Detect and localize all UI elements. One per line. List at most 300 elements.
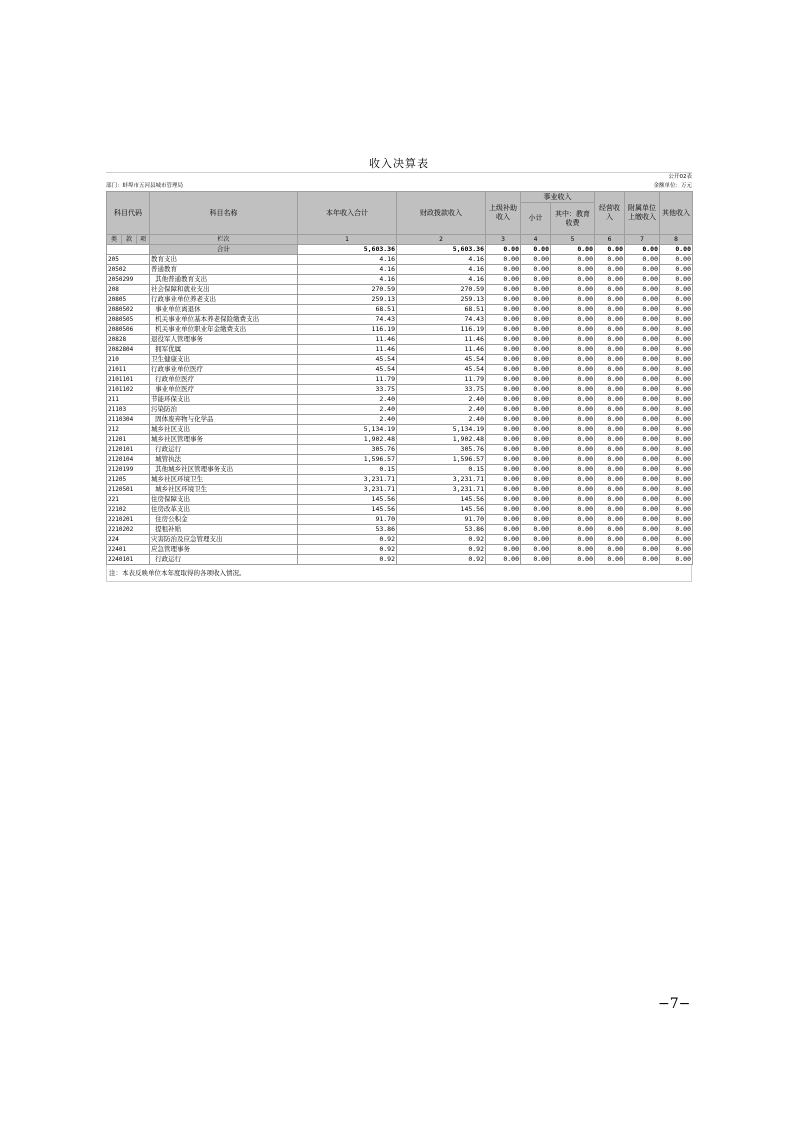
table-row bbox=[107, 455, 693, 465]
row-value: 0.00 bbox=[551, 265, 595, 275]
row-value: 0.00 bbox=[660, 415, 693, 425]
row-value: 0.00 bbox=[595, 515, 625, 525]
row-value: 2.40 bbox=[298, 395, 397, 405]
row-value: 0.00 bbox=[486, 355, 521, 365]
row-code: 22401 bbox=[107, 545, 150, 555]
row-name: 城乡社区管理事务 bbox=[150, 435, 298, 445]
table-row bbox=[107, 265, 693, 275]
col-number: 7 bbox=[625, 235, 660, 245]
row-code: 2080505 bbox=[107, 315, 150, 325]
row-name: 其他城乡社区管理事务支出 bbox=[150, 465, 298, 475]
row-value: 0.00 bbox=[486, 505, 521, 515]
row-value: 0.00 bbox=[551, 485, 595, 495]
row-value: 1,902.48 bbox=[298, 435, 397, 445]
row-code: 2050299 bbox=[107, 275, 150, 285]
table-row bbox=[107, 415, 693, 425]
row-code: 210 bbox=[107, 355, 150, 365]
row-value: 0.00 bbox=[521, 255, 551, 265]
row-value: 0.00 bbox=[625, 435, 660, 445]
row-value: 0.00 bbox=[595, 375, 625, 385]
row-value: 0.00 bbox=[625, 285, 660, 295]
row-value: 0.00 bbox=[521, 285, 551, 295]
row-value: 0.00 bbox=[551, 525, 595, 535]
row-value: 4.16 bbox=[298, 275, 397, 285]
row-value: 0.00 bbox=[521, 295, 551, 305]
row-value: 0.00 bbox=[486, 545, 521, 555]
row-value: 0.00 bbox=[595, 525, 625, 535]
row-value: 0.00 bbox=[625, 265, 660, 275]
col-number: 8 bbox=[660, 235, 693, 245]
row-value: 0.00 bbox=[521, 355, 551, 365]
row-value: 0.00 bbox=[551, 315, 595, 325]
col-number: 4 bbox=[521, 235, 551, 245]
row-value: 0.00 bbox=[551, 275, 595, 285]
row-value: 2.40 bbox=[397, 395, 486, 405]
row-name: 行政单位医疗 bbox=[150, 375, 298, 385]
row-name: 城乡社区环境卫生 bbox=[150, 475, 298, 485]
row-value: 0.00 bbox=[486, 385, 521, 395]
row-code: 2080502 bbox=[107, 305, 150, 315]
row-value: 0.00 bbox=[660, 555, 693, 565]
table-row bbox=[107, 385, 693, 395]
row-name: 住房改革支出 bbox=[150, 505, 298, 515]
row-value: 0.00 bbox=[660, 325, 693, 335]
row-value: 0.00 bbox=[551, 555, 595, 565]
row-value: 0.00 bbox=[521, 365, 551, 375]
page-title: 收入决算表 bbox=[106, 156, 692, 173]
row-value: 0.00 bbox=[486, 395, 521, 405]
row-value: 0.00 bbox=[521, 495, 551, 505]
row-value: 145.56 bbox=[397, 495, 486, 505]
page-number: −7− bbox=[658, 996, 691, 1012]
total-value: 0.00 bbox=[660, 245, 693, 255]
row-value: 0.00 bbox=[625, 345, 660, 355]
kuan-header: 款 bbox=[122, 235, 137, 245]
row-name: 社会保障和就业支出 bbox=[150, 285, 298, 295]
row-value: 0.00 bbox=[660, 445, 693, 455]
row-value: 0.00 bbox=[521, 395, 551, 405]
table-row bbox=[107, 545, 693, 555]
lei-header: 类 bbox=[107, 235, 122, 245]
row-value: 0.00 bbox=[660, 495, 693, 505]
row-value: 0.00 bbox=[625, 535, 660, 545]
col-number: 1 bbox=[298, 235, 397, 245]
row-value: 0.00 bbox=[521, 475, 551, 485]
row-value: 0.00 bbox=[486, 485, 521, 495]
row-value: 0.00 bbox=[595, 425, 625, 435]
row-value: 0.00 bbox=[595, 495, 625, 505]
row-value: 0.00 bbox=[660, 505, 693, 515]
row-value: 0.00 bbox=[660, 305, 693, 315]
row-value: 0.00 bbox=[625, 365, 660, 375]
row-value: 0.00 bbox=[551, 535, 595, 545]
row-value: 0.00 bbox=[486, 255, 521, 265]
table-row bbox=[107, 515, 693, 525]
row-value: 0.00 bbox=[551, 385, 595, 395]
row-value: 0.00 bbox=[625, 325, 660, 335]
row-name: 固体废弃物与化学品 bbox=[150, 415, 298, 425]
row-value: 68.51 bbox=[298, 305, 397, 315]
superior-subsidy-header: 上级补助收入 bbox=[486, 192, 521, 235]
row-value: 0.00 bbox=[486, 305, 521, 315]
row-name: 应急管理事务 bbox=[150, 545, 298, 555]
row-value: 0.00 bbox=[625, 295, 660, 305]
row-value: 45.54 bbox=[298, 365, 397, 375]
row-value: 0.00 bbox=[625, 465, 660, 475]
business-income-header: 事业收入 bbox=[521, 192, 595, 203]
row-name: 住房保障支出 bbox=[150, 495, 298, 505]
table-row bbox=[107, 285, 693, 295]
row-name: 普通教育 bbox=[150, 265, 298, 275]
row-value: 91.70 bbox=[298, 515, 397, 525]
table-row bbox=[107, 335, 693, 345]
row-value: 4.16 bbox=[298, 265, 397, 275]
row-value: 0.00 bbox=[595, 365, 625, 375]
row-value: 0.00 bbox=[551, 505, 595, 515]
row-value: 0.00 bbox=[521, 385, 551, 395]
table-row bbox=[107, 485, 693, 495]
row-value: 0.00 bbox=[625, 455, 660, 465]
row-value: 0.00 bbox=[551, 545, 595, 555]
row-value: 0.00 bbox=[595, 315, 625, 325]
row-value: 0.00 bbox=[486, 345, 521, 355]
row-value: 0.00 bbox=[595, 475, 625, 485]
row-code: 2080506 bbox=[107, 325, 150, 335]
row-value: 305.76 bbox=[298, 445, 397, 455]
row-value: 74.43 bbox=[298, 315, 397, 325]
row-value: 0.00 bbox=[595, 265, 625, 275]
row-code: 224 bbox=[107, 535, 150, 545]
row-value: 0.00 bbox=[595, 415, 625, 425]
row-value: 0.00 bbox=[595, 345, 625, 355]
row-value: 145.56 bbox=[298, 495, 397, 505]
row-value: 45.54 bbox=[298, 355, 397, 365]
row-value: 0.00 bbox=[521, 525, 551, 535]
row-value: 0.00 bbox=[486, 435, 521, 445]
table-row bbox=[107, 325, 693, 335]
col-number: 5 bbox=[551, 235, 595, 245]
total-value: 0.00 bbox=[486, 245, 521, 255]
row-value: 4.16 bbox=[397, 255, 486, 265]
row-code: 2240101 bbox=[107, 555, 150, 565]
row-value: 0.00 bbox=[625, 495, 660, 505]
row-code: 20805 bbox=[107, 295, 150, 305]
row-value: 0.00 bbox=[521, 535, 551, 545]
row-value: 0.00 bbox=[625, 315, 660, 325]
row-value: 0.00 bbox=[486, 315, 521, 325]
row-name: 节能环保支出 bbox=[150, 395, 298, 405]
row-value: 0.00 bbox=[660, 255, 693, 265]
table-row bbox=[107, 405, 693, 415]
row-value: 0.00 bbox=[486, 295, 521, 305]
income-table bbox=[106, 191, 693, 565]
row-value: 0.00 bbox=[595, 555, 625, 565]
row-value: 0.00 bbox=[595, 285, 625, 295]
row-value: 0.00 bbox=[486, 415, 521, 425]
row-value: 145.56 bbox=[397, 505, 486, 515]
row-value: 0.92 bbox=[397, 555, 486, 565]
row-value: 1,902.48 bbox=[397, 435, 486, 445]
row-name: 行政事业单位医疗 bbox=[150, 365, 298, 375]
row-value: 0.00 bbox=[660, 315, 693, 325]
row-code: 2120199 bbox=[107, 465, 150, 475]
row-value: 2.40 bbox=[298, 405, 397, 415]
row-value: 53.86 bbox=[298, 525, 397, 535]
table-row bbox=[107, 295, 693, 305]
subject-code-header: 科目代码 bbox=[107, 192, 150, 235]
operating-income-header: 经营收入 bbox=[595, 192, 625, 235]
row-value: 0.00 bbox=[660, 425, 693, 435]
row-value: 145.56 bbox=[298, 505, 397, 515]
row-value: 0.00 bbox=[486, 515, 521, 525]
xiang-header: 项 bbox=[137, 235, 150, 245]
row-value: 0.00 bbox=[660, 275, 693, 285]
row-name: 污染防治 bbox=[150, 405, 298, 415]
row-value: 0.00 bbox=[625, 515, 660, 525]
row-value: 0.00 bbox=[595, 255, 625, 265]
row-value: 0.00 bbox=[551, 345, 595, 355]
row-code: 2101102 bbox=[107, 385, 150, 395]
row-value: 0.00 bbox=[595, 275, 625, 285]
row-value: 2.40 bbox=[298, 415, 397, 425]
row-value: 0.00 bbox=[551, 495, 595, 505]
row-value: 33.75 bbox=[298, 385, 397, 395]
row-code: 2120101 bbox=[107, 445, 150, 455]
row-value: 116.19 bbox=[298, 325, 397, 335]
table-row bbox=[107, 505, 693, 515]
row-value: 0.00 bbox=[625, 355, 660, 365]
row-value: 0.00 bbox=[625, 275, 660, 285]
row-value: 0.92 bbox=[397, 535, 486, 545]
row-value: 0.00 bbox=[486, 535, 521, 545]
row-value: 116.19 bbox=[397, 325, 486, 335]
row-value: 91.70 bbox=[397, 515, 486, 525]
row-value: 0.92 bbox=[298, 535, 397, 545]
total-label: 合计 bbox=[150, 245, 298, 255]
row-value: 4.16 bbox=[397, 275, 486, 285]
row-value: 0.00 bbox=[660, 475, 693, 485]
row-value: 259.13 bbox=[298, 295, 397, 305]
form-number-row bbox=[106, 173, 692, 182]
row-code: 21201 bbox=[107, 435, 150, 445]
row-value: 4.16 bbox=[397, 265, 486, 275]
row-value: 0.00 bbox=[486, 445, 521, 455]
row-value: 11.46 bbox=[298, 335, 397, 345]
row-value: 0.00 bbox=[551, 405, 595, 415]
row-name: 拥军优属 bbox=[150, 345, 298, 355]
row-code: 208 bbox=[107, 285, 150, 295]
row-value: 0.00 bbox=[521, 265, 551, 275]
row-value: 11.79 bbox=[397, 375, 486, 385]
row-value: 0.00 bbox=[521, 425, 551, 435]
row-code: 2082804 bbox=[107, 345, 150, 355]
row-value: 0.00 bbox=[660, 335, 693, 345]
row-value: 0.00 bbox=[625, 335, 660, 345]
row-value: 0.00 bbox=[521, 505, 551, 515]
row-name: 灾害防治及应急管理支出 bbox=[150, 535, 298, 545]
row-value: 0.00 bbox=[660, 285, 693, 295]
unit-label: 金额单位：万元 bbox=[653, 183, 692, 189]
row-value: 0.00 bbox=[486, 405, 521, 415]
row-value: 0.00 bbox=[521, 275, 551, 285]
row-name: 行政事业单位养老支出 bbox=[150, 295, 298, 305]
row-name: 城乡社区环境卫生 bbox=[150, 485, 298, 495]
row-value: 0.00 bbox=[625, 425, 660, 435]
row-value: 0.00 bbox=[521, 335, 551, 345]
total-value: 0.00 bbox=[625, 245, 660, 255]
row-value: 0.00 bbox=[521, 445, 551, 455]
row-value: 0.00 bbox=[551, 325, 595, 335]
row-name: 机关事业单位职业年金缴费支出 bbox=[150, 325, 298, 335]
row-value: 0.00 bbox=[660, 385, 693, 395]
row-code: 21011 bbox=[107, 365, 150, 375]
row-value: 0.00 bbox=[521, 515, 551, 525]
row-value: 0.00 bbox=[486, 285, 521, 295]
row-value: 11.46 bbox=[298, 345, 397, 355]
row-name: 行政运行 bbox=[150, 555, 298, 565]
row-value: 0.15 bbox=[298, 465, 397, 475]
other-income-header: 其他收入 bbox=[660, 192, 693, 235]
row-value: 0.00 bbox=[486, 495, 521, 505]
row-value: 3,231.71 bbox=[298, 475, 397, 485]
row-value: 68.51 bbox=[397, 305, 486, 315]
table-row bbox=[107, 495, 693, 505]
row-code: 2101101 bbox=[107, 375, 150, 385]
table-row bbox=[107, 475, 693, 485]
row-value: 0.00 bbox=[521, 315, 551, 325]
row-value: 0.00 bbox=[521, 455, 551, 465]
row-value: 0.00 bbox=[660, 265, 693, 275]
row-value: 1,596.57 bbox=[298, 455, 397, 465]
row-value: 2.40 bbox=[397, 415, 486, 425]
row-value: 0.00 bbox=[595, 505, 625, 515]
table-row bbox=[107, 305, 693, 315]
row-code: 212 bbox=[107, 425, 150, 435]
row-value: 0.00 bbox=[595, 485, 625, 495]
row-value: 0.92 bbox=[397, 545, 486, 555]
row-value: 11.79 bbox=[298, 375, 397, 385]
form-number: 公开02表 bbox=[668, 174, 692, 180]
row-code: 20828 bbox=[107, 335, 150, 345]
table-row bbox=[107, 345, 693, 355]
row-value: 0.00 bbox=[551, 475, 595, 485]
row-name: 行政运行 bbox=[150, 445, 298, 455]
row-value: 0.00 bbox=[595, 535, 625, 545]
table-row bbox=[107, 315, 693, 325]
row-value: 0.00 bbox=[660, 345, 693, 355]
row-value: 0.00 bbox=[660, 455, 693, 465]
row-value: 0.00 bbox=[551, 395, 595, 405]
row-value: 3,231.71 bbox=[397, 485, 486, 495]
row-value: 0.00 bbox=[551, 415, 595, 425]
row-name: 城管执法 bbox=[150, 455, 298, 465]
row-name: 退役军人管理事务 bbox=[150, 335, 298, 345]
row-code: 22102 bbox=[107, 505, 150, 515]
row-value: 5,134.19 bbox=[397, 425, 486, 435]
row-value: 45.54 bbox=[397, 365, 486, 375]
row-value: 0.00 bbox=[521, 345, 551, 355]
row-value: 0.00 bbox=[595, 325, 625, 335]
row-value: 0.00 bbox=[521, 485, 551, 495]
row-value: 0.00 bbox=[486, 425, 521, 435]
row-value: 0.00 bbox=[486, 465, 521, 475]
row-value: 0.00 bbox=[486, 555, 521, 565]
row-name: 其他普通教育支出 bbox=[150, 275, 298, 285]
row-value: 0.00 bbox=[521, 415, 551, 425]
row-value: 0.00 bbox=[521, 375, 551, 385]
row-name: 教育支出 bbox=[150, 255, 298, 265]
subject-name-header: 科目名称 bbox=[150, 192, 298, 235]
row-value: 0.00 bbox=[595, 455, 625, 465]
col-number: 6 bbox=[595, 235, 625, 245]
income-statement-sheet bbox=[106, 156, 692, 582]
row-value: 0.00 bbox=[660, 375, 693, 385]
row-value: 0.00 bbox=[660, 365, 693, 375]
row-value: 0.00 bbox=[551, 295, 595, 305]
table-row bbox=[107, 355, 693, 365]
row-value: 0.00 bbox=[625, 415, 660, 425]
row-value: 0.00 bbox=[660, 515, 693, 525]
row-value: 0.00 bbox=[551, 255, 595, 265]
row-value: 0.00 bbox=[595, 355, 625, 365]
row-code: 2210202 bbox=[107, 525, 150, 535]
table-row bbox=[107, 425, 693, 435]
table-row bbox=[107, 365, 693, 375]
row-value: 2.40 bbox=[397, 405, 486, 415]
row-value: 0.00 bbox=[595, 405, 625, 415]
row-value: 0.00 bbox=[486, 365, 521, 375]
row-value: 0.00 bbox=[660, 525, 693, 535]
row-value: 0.00 bbox=[595, 445, 625, 455]
col-number: 3 bbox=[486, 235, 521, 245]
total-value: 0.00 bbox=[551, 245, 595, 255]
row-code: 21205 bbox=[107, 475, 150, 485]
row-value: 4.16 bbox=[298, 255, 397, 265]
row-value: 0.00 bbox=[486, 275, 521, 285]
table-note: 注：本表反映单位本年度取得的各项收入情况。 bbox=[106, 565, 692, 582]
table-row bbox=[107, 255, 693, 265]
row-value: 0.00 bbox=[551, 305, 595, 315]
row-value: 0.00 bbox=[625, 405, 660, 415]
row-value: 0.00 bbox=[551, 445, 595, 455]
total-value: 0.00 bbox=[595, 245, 625, 255]
total-value: 5,603.36 bbox=[397, 245, 486, 255]
row-name: 卫生健康支出 bbox=[150, 355, 298, 365]
row-value: 0.00 bbox=[595, 545, 625, 555]
row-value: 0.00 bbox=[551, 435, 595, 445]
row-code: 2110304 bbox=[107, 415, 150, 425]
row-value: 0.00 bbox=[660, 435, 693, 445]
row-value: 0.00 bbox=[625, 555, 660, 565]
row-value: 0.92 bbox=[298, 555, 397, 565]
row-value: 270.59 bbox=[298, 285, 397, 295]
fiscal-header: 财政拨款收入 bbox=[397, 192, 486, 235]
row-value: 0.00 bbox=[660, 485, 693, 495]
row-value: 0.00 bbox=[521, 405, 551, 415]
row-name: 住房公积金 bbox=[150, 515, 298, 525]
row-name: 机关事业单位基本养老保险缴费支出 bbox=[150, 315, 298, 325]
row-value: 0.00 bbox=[660, 405, 693, 415]
row-name: 提租补贴 bbox=[150, 525, 298, 535]
row-value: 0.00 bbox=[625, 485, 660, 495]
row-value: 0.00 bbox=[486, 335, 521, 345]
row-value: 0.00 bbox=[625, 505, 660, 515]
row-value: 0.00 bbox=[660, 295, 693, 305]
row-value: 0.00 bbox=[595, 305, 625, 315]
row-value: 1,596.57 bbox=[397, 455, 486, 465]
row-value: 5,134.19 bbox=[298, 425, 397, 435]
row-value: 0.00 bbox=[625, 525, 660, 535]
